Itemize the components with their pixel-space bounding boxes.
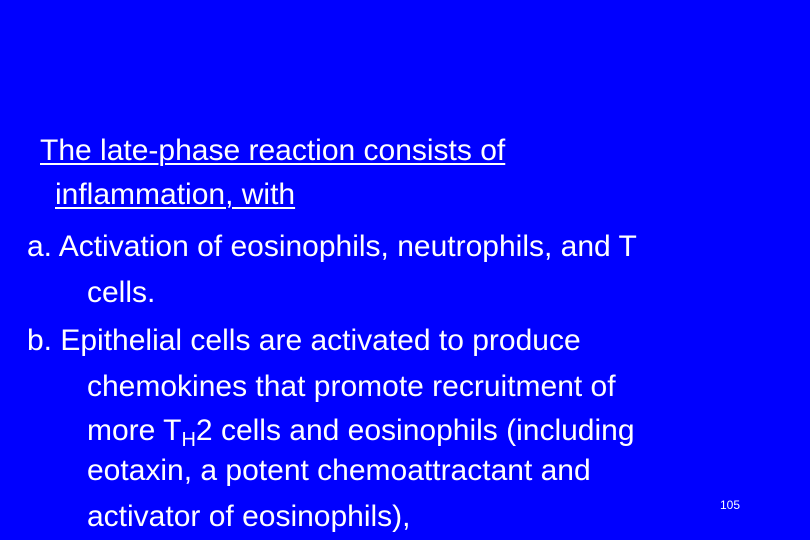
item-b-line-3 <box>87 414 635 451</box>
intro-line-1: The late-phase reaction consists of <box>40 134 506 167</box>
item-b-line-3-pre: more T <box>87 414 182 447</box>
item-b-line-2: chemokines that promote recruitment of <box>87 370 616 403</box>
item-b-line-5: activator of eosinophils), <box>87 500 411 533</box>
item-b-line-4: eotaxin, a potent chemoattractant and <box>87 454 591 487</box>
intro-line-2: inflammation, with <box>55 178 296 211</box>
item-a-line-1: a. Activation of eosinophils, neutrophils, and T <box>27 230 637 263</box>
item-a-line-2: cells. <box>87 276 156 309</box>
page-number: 105 <box>720 498 741 512</box>
subscript-h: H <box>181 429 196 451</box>
item-b-line-3-post: 2 cells and eosinophils (including <box>195 414 635 447</box>
item-b-line-1: b. Epithelial cells are activated to produce <box>27 324 581 357</box>
